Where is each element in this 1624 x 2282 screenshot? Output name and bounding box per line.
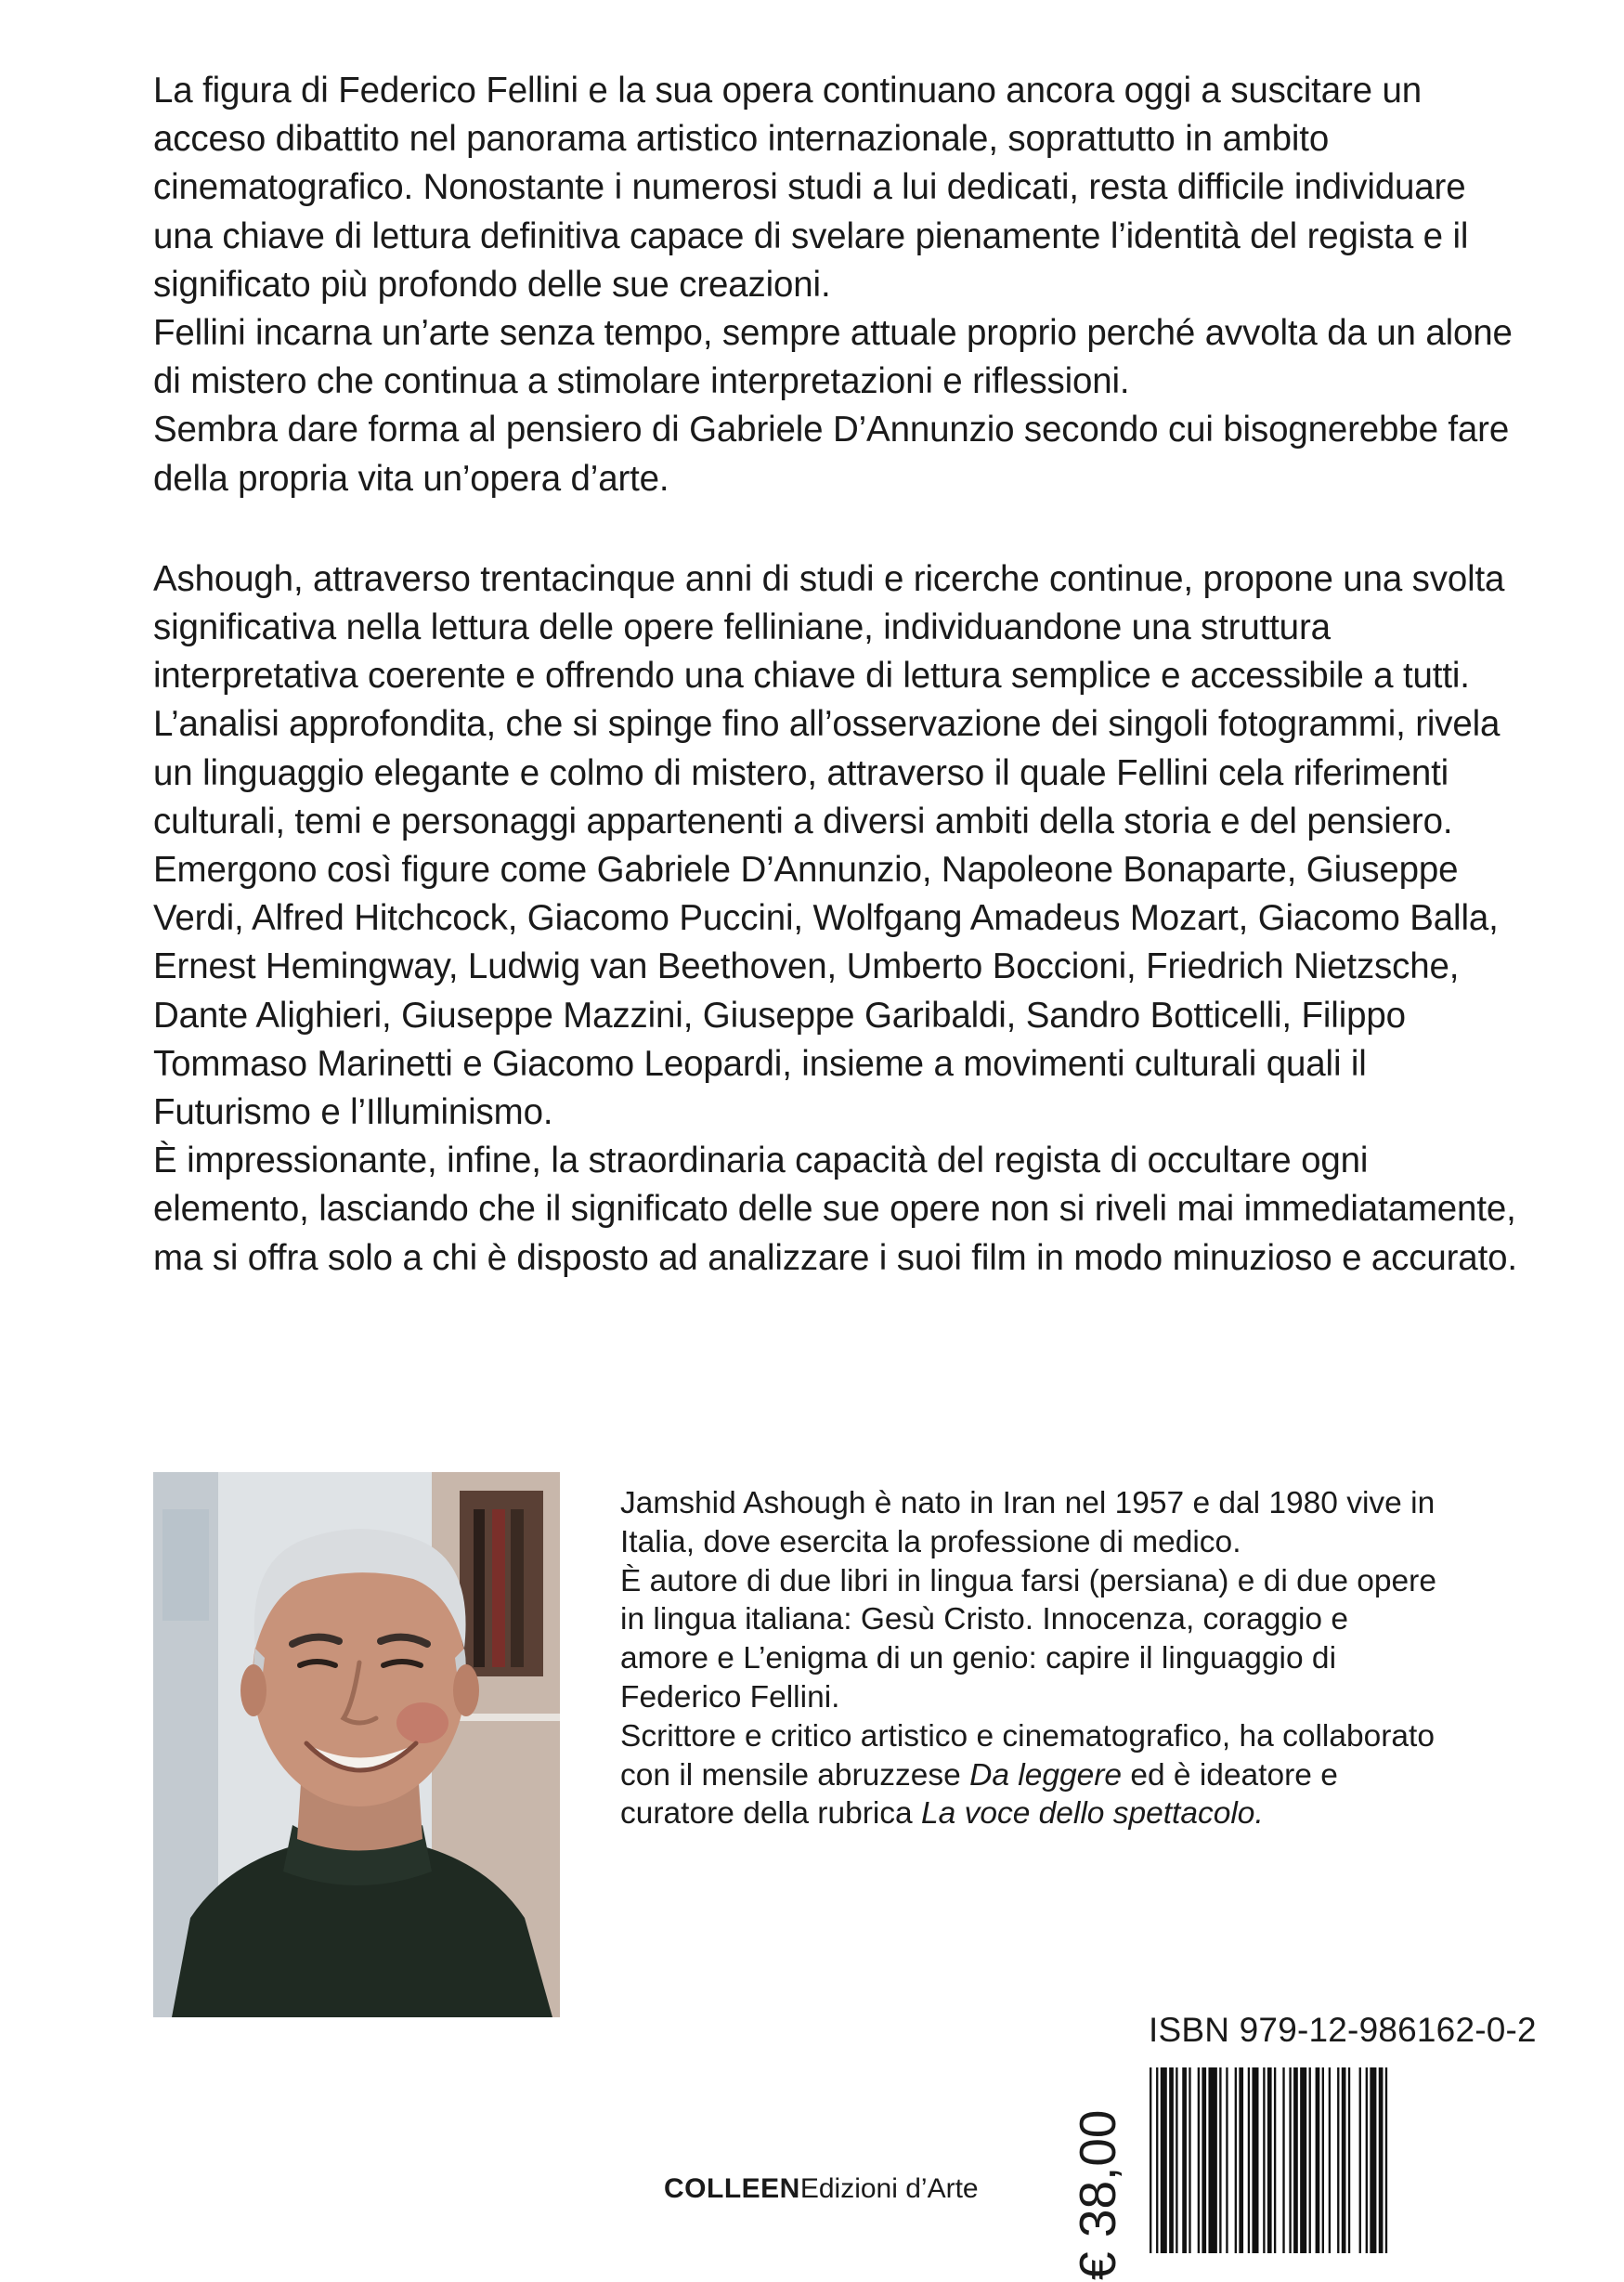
paragraph-3: Sembra dare forma al pensiero di Gabriele D’Annunzio secondo cui bisognerebbe fare della propria vita un’opera d’arte. [153,410,1510,499]
paragraph-6: È impressionante, infine, la straordinaria capacità del regista di occultare ogni elemento, lasciando che il significato delle sue opere non si riveli mai immediatamente, ma si offra solo a chi è disposto ad analizzare i suoi film in modo minuzioso e accurato. [153,1141,1517,1278]
barcode-bar [1370,2067,1376,2253]
barcode-bar [1309,2067,1311,2253]
barcode-bar [1252,2067,1258,2253]
bio-paragraph-2: È autore di due libri in lingua farsi (persiana) e di due opere in lingua italiana: Gesù Cristo. Innocenza, coraggio e amore e L’enigma di un genio: capire il linguaggio di Federico Fellini. [620,1563,1436,1715]
barcode-bar [1156,2067,1158,2253]
bio-paragraph-3 [620,1717,1437,1833]
back-cover-text [153,67,1527,1283]
barcode-bar [1329,2067,1331,2253]
barcode-bar [1169,2067,1174,2253]
barcode-bar [1300,2067,1306,2253]
barcode-bar [1202,2067,1206,2253]
paragraph-4: Ashough, attraverso trentacinque anni di studi e ricerche continue, propone una svolta significativa nella lettura delle opere felliniane, individuandone una struttura interpretativa coerente e offrendo una chiave di lettura semplice e accessibile a tutti. L’analisi approfondita, che si spinge fino all’osservazione dei singoli fotogrammi, rivela un linguaggio elegante e colmo di mistero, attraverso il quale Fellini cela riferimenti culturali, temi e personaggi appartenenti a diversi ambiti della storia e del pensiero. [153,558,1505,841]
isbn-label: ISBN 979-12-986162-0-2 [1149,2011,1537,2049]
paragraph-gap [153,503,1527,555]
bio-text-part-1: Scrittore e critico artistico e cinematografico, ha collaborato con il mensile abruzzese [620,1718,1435,1793]
barcode-bar [1337,2067,1339,2253]
barcode-bar [1322,2067,1324,2253]
author-bio [620,1484,1437,1833]
barcode-bar [1263,2067,1265,2253]
barcode-bar [1198,2067,1200,2253]
publisher-logo [664,2173,979,2205]
paragraph-1: La figura di Federico Fellini e la sua opera continuano ancora oggi a suscitare un acceso dibattito nel panorama artistico internazionale, soprattutto in ambito cinematografico. Nonostante i numerosi studi a lui dedicati, resta difficile individuare una chiave di lettura definitiva capace di svelare pienamente l’identità del regista e il significato più profondo delle sue creazioni. [153,71,1469,305]
barcode [1148,2067,1564,2253]
barcode-bar [1316,2067,1320,2253]
barcode-bar [1359,2067,1361,2253]
barcode-bar [1226,2067,1228,2253]
author-portrait-image [153,1472,560,2017]
bio-paragraph-1: Jamshid Ashough è nato in Iran nel 1957 e dal 1980 vive in Italia, dove esercita la professione di medico. [620,1486,1436,1559]
barcode-bar [1293,2067,1298,2253]
paragraph-5: Emergono così figure come Gabriele D’Annunzio, Napoleone Bonaparte, Giuseppe Verdi, Alfred Hitchcock, Giacomo Puccini, Wolfgang Amadeus Mozart, Giacomo Balla, Ernest Hemingway, Ludwig van Beethoven, Umberto Boccioni, Friedrich Nietzsche, Dante Alighieri, Giuseppe Mazzini, Giuseppe Garibaldi, Sandro Botticelli, Filippo Tommaso Marinetti e Giacomo Leopardi, insieme a movimenti culturali quali il Futurismo e l’Illuminismo. [153,850,1499,1133]
barcode-bar [1366,2067,1368,2253]
barcode-bar [1176,2067,1177,2253]
price-label: € 38,00 [1069,2109,1126,2280]
publisher-name: Edizioni d’Arte [799,2173,979,2204]
barcode-bar [1282,2067,1284,2253]
author-photo [153,1472,560,2017]
publisher-brand: COLLEEN [664,2173,800,2204]
barcode-bar [1267,2067,1272,2253]
barcode-bar [1189,2067,1190,2253]
column-title: La voce dello spettacolo. [921,1796,1264,1832]
barcode-bar [1248,2067,1250,2253]
barcode-bar [1208,2067,1216,2253]
magazine-title: Da leggere [969,1757,1123,1793]
barcode-bar [1219,2067,1221,2253]
barcode-bar [1274,2067,1276,2253]
barcode-bar [1379,2067,1384,2253]
barcode-bar [1289,2067,1291,2253]
barcode-bar [1182,2067,1187,2253]
barcode-bar [1239,2067,1243,2253]
barcode-bar [1150,2067,1151,2253]
barcode-bar [1342,2067,1346,2253]
barcode-bar [1161,2067,1167,2253]
barcode-image [1148,2067,1564,2253]
barcode-bar [1385,2067,1387,2253]
barcode-bar [1235,2067,1237,2253]
barcode-bar [1348,2067,1350,2253]
paragraph-2: Fellini incarna un’arte senza tempo, sempre attuale proprio perché avvolta da un alone di mistero che continua a stimolare interpretazioni e riflessioni. [153,313,1513,402]
bio-text-part-2: ed è ideatore e curatore della rubrica [620,1757,1338,1832]
